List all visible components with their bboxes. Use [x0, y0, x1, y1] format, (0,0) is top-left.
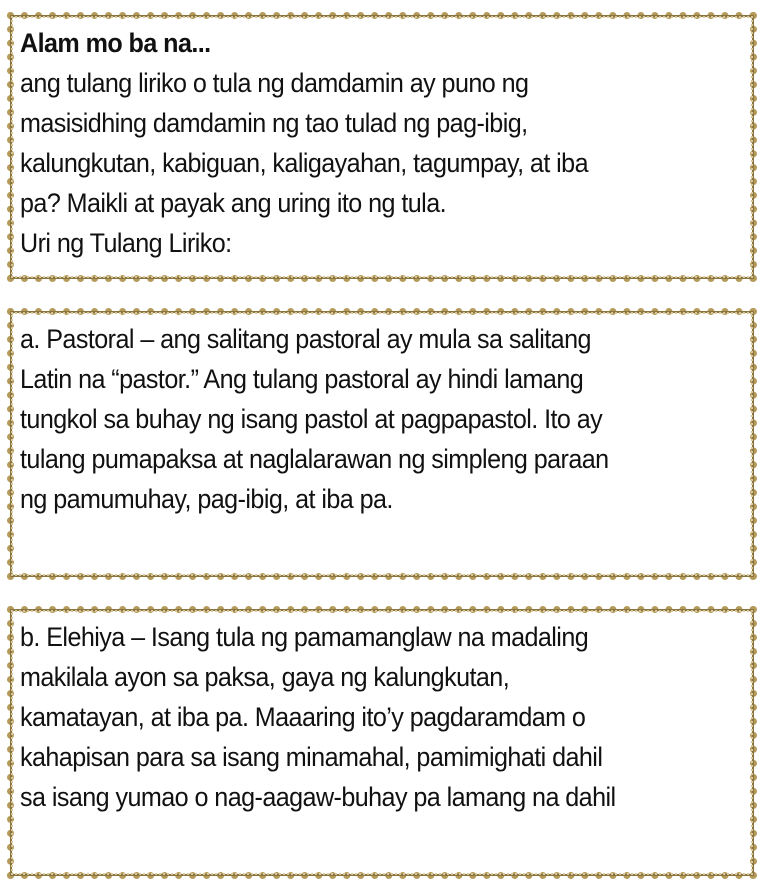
pastoral-text — [20, 319, 755, 519]
text-line: makilala ayon sa paksa, gaya ng kalungkutan, — [20, 662, 510, 692]
text-line: a. Pastoral – ang salitang pastoral ay mula sa salitang — [20, 324, 591, 354]
info-box-intro — [7, 12, 757, 282]
text-line: ng pamumuhay, pag-ibig, at iba pa. — [20, 484, 393, 514]
text-line: Latin na “pastor.” Ang tulang pastoral ay hindi lamang — [20, 364, 584, 394]
text-line: kahapisan para sa isang minamahal, pamimighati dahil — [20, 742, 603, 772]
text-line: ang tulang liriko o tula ng damdamin ay puno ng — [20, 68, 529, 98]
text-line: Uri ng Tulang Liriko: — [20, 228, 232, 258]
intro-heading: Alam mo ba na... — [20, 28, 211, 58]
intro-text — [20, 23, 755, 263]
text-line: pa? Maikli at payak ang uring ito ng tula. — [20, 188, 447, 218]
text-line: kalungkutan, kabiguan, kaligayahan, tagumpay, at iba — [20, 148, 588, 178]
text-line: tulang pumapaksa at naglalarawan ng simpleng paraan — [20, 444, 609, 474]
text-line: tungkol sa buhay ng isang pastol at pagpapastol. Ito ay — [20, 404, 603, 434]
info-box-elehiya — [7, 606, 757, 879]
text-line: sa isang yumao o nag-aagaw-buhay pa lamang na dahil — [20, 782, 616, 812]
text-line: masisidhing damdamin ng tao tulad ng pag-ibig, — [20, 108, 528, 138]
text-line: b. Elehiya – Isang tula ng pamamanglaw na madaling — [20, 622, 589, 652]
text-line: kamatayan, at iba pa. Maaaring ito’y pagdaramdam o — [20, 702, 586, 732]
elehiya-text — [20, 617, 755, 817]
info-box-pastoral — [7, 308, 757, 580]
